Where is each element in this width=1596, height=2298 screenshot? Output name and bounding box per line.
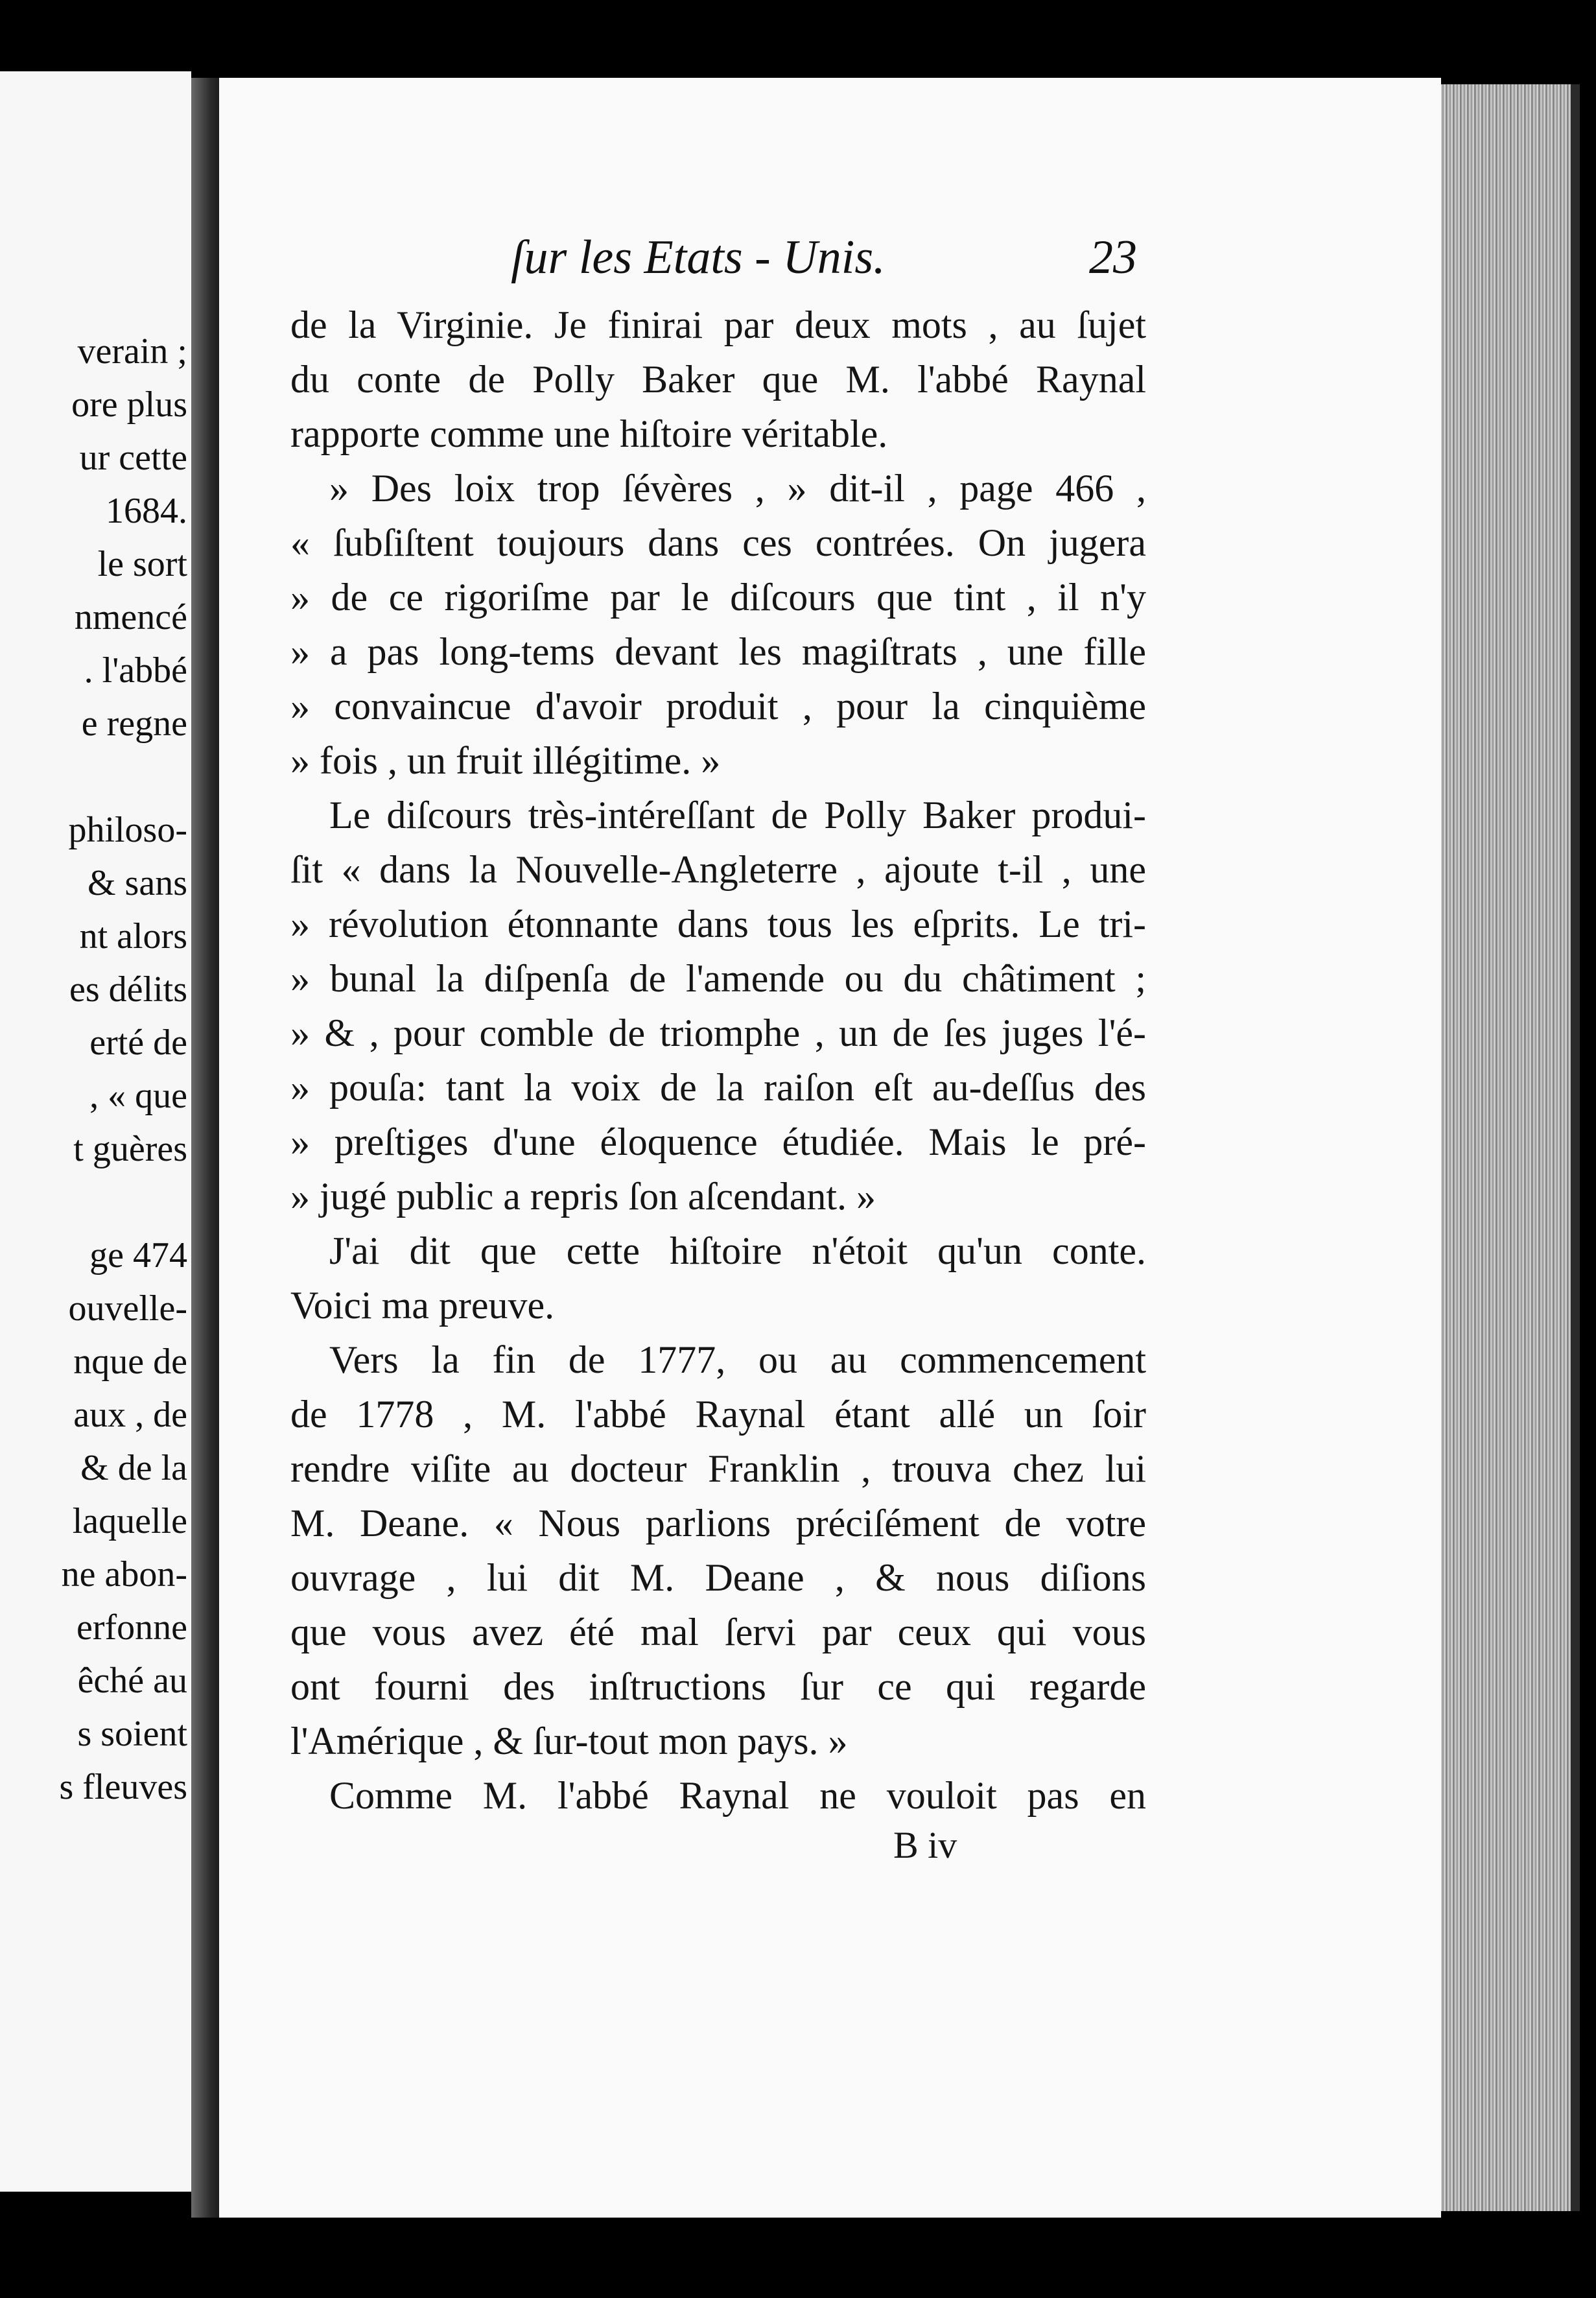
left-line: es délits: [69, 969, 187, 1010]
text-line: M. Deane. « Nous parlions préciſément de votre: [290, 1502, 1146, 1545]
text-line: ont fourni des inſtructions ſur ce qui regarde: [290, 1665, 1146, 1708]
left-line: e regne: [81, 704, 187, 744]
text-line: de la Virginie. Je finirai par deux mots , au ſujet: [290, 303, 1146, 346]
page-edges: [1441, 84, 1580, 2211]
text-line: » révolution étonnante dans tous les eſprits. Le tri-: [290, 903, 1146, 945]
text-line: ouvrage , lui dit M. Deane , & nous diſions: [290, 1556, 1146, 1599]
left-line: nmencé: [74, 597, 187, 637]
left-line: , « que: [89, 1076, 187, 1116]
left-line: erfonne: [76, 1607, 187, 1648]
text-line: » preſtiges d'une éloquence étudiée. Mais le pré-: [290, 1120, 1146, 1163]
text-line: Comme M. l'abbé Raynal ne vouloit pas en: [329, 1774, 1146, 1817]
left-line: ore plus: [71, 385, 187, 425]
text-line: rapporte comme une hiſtoire véritable.: [290, 412, 888, 455]
left-line: t guères: [73, 1129, 187, 1169]
signature-mark: B iv: [893, 1824, 957, 1866]
page-number: 23: [1089, 231, 1137, 284]
left-line: philoso-: [68, 810, 187, 850]
text-line: du conte de Polly Baker que M. l'abbé Raynal: [290, 358, 1146, 401]
text-line: » jugé public a repris ſon aſcendant. »: [290, 1175, 876, 1218]
running-head: ſur les Etats - Unis.: [511, 231, 886, 284]
text-line: » pouſa: tant la voix de la raiſon eſt au-deſſus des: [290, 1066, 1146, 1109]
left-line: verain ;: [77, 331, 187, 372]
text-line: que vous avez été mal ſervi par ceux qui vous: [290, 1611, 1146, 1653]
text-line: ſit « dans la Nouvelle-Angleterre , ajoute t-il , une: [290, 848, 1146, 891]
left-line: 1684.: [106, 491, 187, 531]
text-line: » fois , un fruit illégitime. »: [290, 739, 721, 782]
left-line: ur cette: [79, 438, 187, 478]
text-line: » Des loix trop ſévères , » dit-il , page 466 ,: [329, 467, 1146, 510]
text-line: rendre viſite au docteur Franklin , trouva chez lui: [290, 1447, 1146, 1490]
left-line: ouvelle-: [68, 1288, 187, 1329]
left-line: ge 474: [89, 1235, 187, 1275]
left-line: & de la: [80, 1448, 187, 1488]
text-line: » bunal la diſpenſa de l'amende ou du châtiment ;: [290, 957, 1146, 1000]
text-line: Le diſcours très-intéreſſant de Polly Baker produi-: [329, 794, 1146, 836]
left-line: ne abon-: [61, 1554, 187, 1594]
text-line: J'ai dit que cette hiſtoire n'étoit qu'un conte.: [329, 1229, 1146, 1272]
left-line: erté de: [89, 1023, 187, 1063]
text-line: de 1778 , M. l'abbé Raynal étant allé un ſoir: [290, 1393, 1146, 1436]
text-line: » & , pour comble de triomphe , un de ſes juges l'é-: [290, 1012, 1146, 1054]
text-line: « ſubſiſtent toujours dans ces contrées. On jugera: [290, 521, 1146, 564]
page-header: [219, 230, 1441, 308]
text-line: » convaincue d'avoir produit , pour la cinquième: [290, 685, 1146, 728]
left-line: aux , de: [73, 1395, 187, 1435]
text-line: Voici ma preuve.: [290, 1284, 555, 1327]
left-line: s fleuves: [59, 1767, 187, 1807]
left-page-fragment: [0, 71, 191, 2192]
text-line: Vers la fin de 1777, ou au commencement: [329, 1338, 1146, 1381]
left-line: êché au: [77, 1661, 187, 1701]
left-line: & sans: [88, 863, 187, 903]
right-page: [219, 78, 1441, 2218]
text-line: » a pas long-tems devant les magiſtrats , une fille: [290, 630, 1146, 673]
left-line: nque de: [73, 1342, 187, 1382]
left-line: nt alors: [79, 916, 187, 956]
left-line: . l'abbé: [84, 650, 187, 691]
left-line: s soient: [77, 1714, 187, 1754]
left-line: laquelle: [72, 1501, 187, 1541]
text-line: » de ce rigoriſme par le diſcours que tint , il n'y: [290, 576, 1146, 619]
left-line: le sort: [97, 544, 187, 584]
text-line: l'Amérique , & ſur-tout mon pays. »: [290, 1720, 848, 1762]
